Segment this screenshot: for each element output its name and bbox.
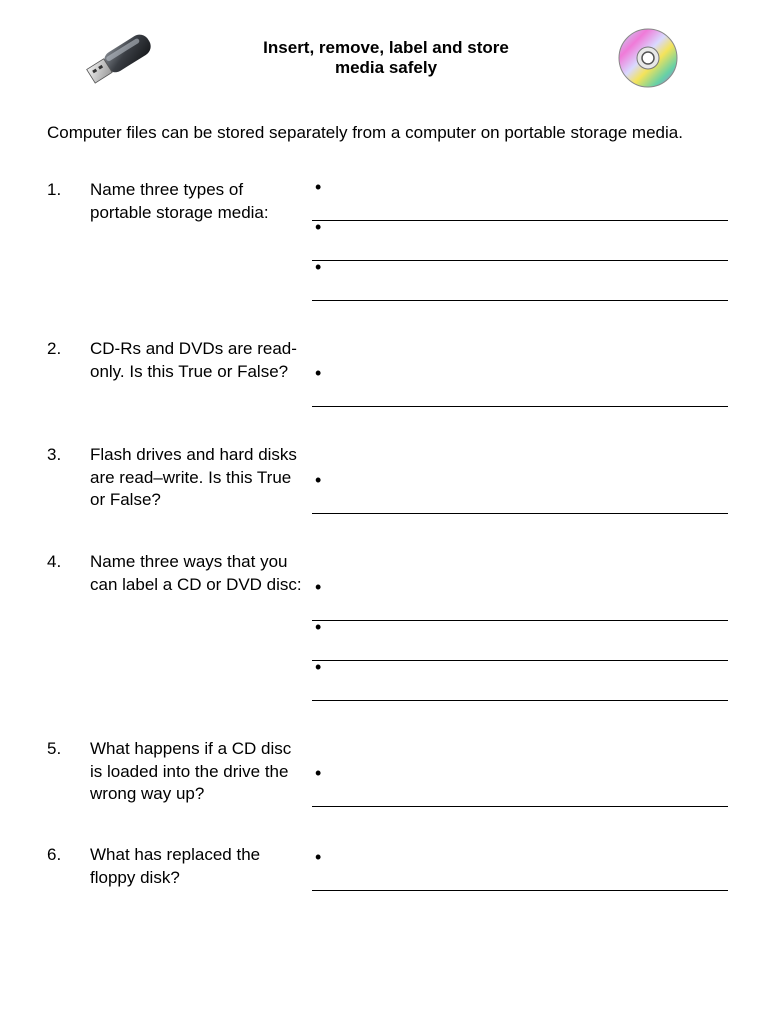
question-number: 5. xyxy=(47,739,62,758)
bullet: • xyxy=(315,257,322,277)
question-text: CD-Rs and DVDs are read-only. Is this True or False? xyxy=(90,339,297,381)
bullet: • xyxy=(315,617,322,637)
page-title xyxy=(236,38,536,78)
answer-line[interactable] xyxy=(312,617,728,661)
answer-line[interactable] xyxy=(312,577,728,621)
bullet: • xyxy=(315,763,322,783)
question-text: Name three ways that you can label a CD or DVD disc: xyxy=(90,552,302,594)
page-title-line-1: Insert, remove, label and store xyxy=(263,38,509,57)
question-number: 6. xyxy=(47,845,62,864)
page-title-line-2: media safely xyxy=(334,58,438,77)
question-number: 1. xyxy=(47,180,62,199)
answer-line[interactable] xyxy=(312,363,728,407)
answer-line[interactable] xyxy=(312,657,728,701)
cd-disc-icon xyxy=(614,26,682,90)
answer-line[interactable] xyxy=(312,177,728,221)
bullet: • xyxy=(315,217,322,237)
intro-text: Computer files can be stored separately from a computer on portable storage media. xyxy=(47,123,683,142)
answer-line[interactable] xyxy=(312,217,728,261)
answer-line[interactable] xyxy=(312,470,728,514)
question-number: 2. xyxy=(47,339,62,358)
question-number: 3. xyxy=(47,445,62,464)
usb-flash-drive-icon xyxy=(82,24,162,92)
question-text: What has replaced the floppy disk? xyxy=(90,845,261,887)
answer-line[interactable] xyxy=(312,847,728,891)
question-text: Flash drives and hard disks are read–write. Is this True or False? xyxy=(90,445,297,509)
question-text: What happens if a CD disc is loaded into the drive the wrong way up? xyxy=(90,739,292,803)
answer-line[interactable] xyxy=(312,257,728,301)
question-text: Name three types of portable storage media: xyxy=(90,180,269,222)
bullet: • xyxy=(315,847,322,867)
question-number: 4. xyxy=(47,552,62,571)
bullet: • xyxy=(315,363,322,383)
bullet: • xyxy=(315,177,322,197)
bullet: • xyxy=(315,657,322,677)
bullet: • xyxy=(315,470,322,490)
bullet: • xyxy=(315,577,322,597)
answer-line[interactable] xyxy=(312,763,728,807)
